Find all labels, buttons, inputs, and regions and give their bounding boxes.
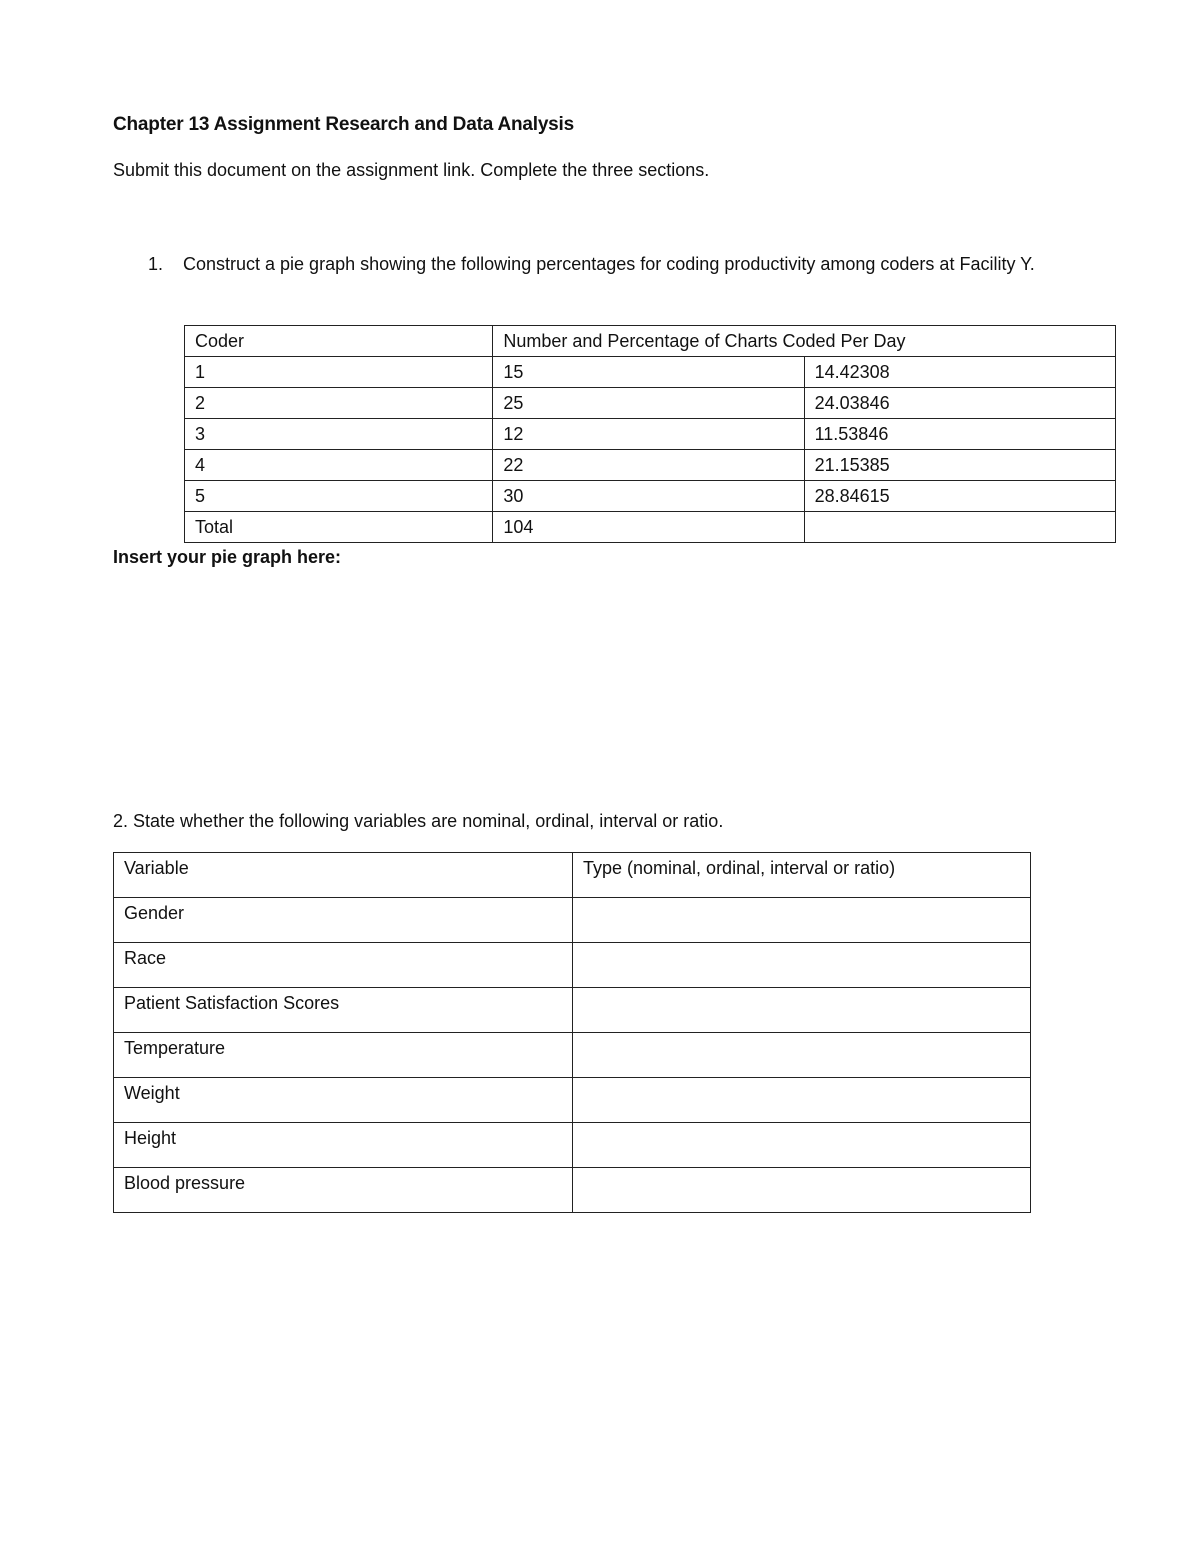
table-cell-empty[interactable] [804, 512, 1115, 543]
table-row [185, 450, 1116, 481]
header-cell-type: Type (nominal, ordinal, interval or ratio) [573, 853, 1031, 898]
table-row [185, 481, 1116, 512]
table-row [114, 1168, 1031, 1213]
table-cell: 21.15385 [804, 450, 1115, 481]
table-cell: 30 [493, 481, 804, 512]
table-cell: 3 [185, 419, 493, 450]
table-row [114, 1078, 1031, 1123]
table-row [114, 988, 1031, 1033]
header-cell-charts: Number and Percentage of Charts Coded Per Day [493, 326, 1116, 357]
table-cell: 5 [185, 481, 493, 512]
question-1 [148, 249, 1118, 279]
type-answer-cell[interactable] [573, 1123, 1031, 1168]
table-cell: 2 [185, 388, 493, 419]
type-answer-cell[interactable] [573, 898, 1031, 943]
variable-type-table [113, 852, 1031, 1213]
type-answer-cell[interactable] [573, 1078, 1031, 1123]
table-header-row [185, 326, 1116, 357]
type-answer-cell[interactable] [573, 1033, 1031, 1078]
variable-cell: Race [114, 943, 573, 988]
table-row [185, 419, 1116, 450]
table-row [185, 388, 1116, 419]
variable-cell: Gender [114, 898, 573, 943]
table-cell: 12 [493, 419, 804, 450]
header-cell-coder: Coder [185, 326, 493, 357]
table-cell: 22 [493, 450, 804, 481]
type-answer-cell[interactable] [573, 988, 1031, 1033]
table-row [114, 943, 1031, 988]
type-answer-cell[interactable] [573, 943, 1031, 988]
document-intro: Submit this document on the assignment link. Complete the three sections. [113, 160, 710, 180]
variable-cell: Height [114, 1123, 573, 1168]
header-cell-variable: Variable [114, 853, 573, 898]
table-cell: 14.42308 [804, 357, 1115, 388]
table-row [185, 357, 1116, 388]
table-cell: 104 [493, 512, 804, 543]
table-cell: Total [185, 512, 493, 543]
table-row [114, 1123, 1031, 1168]
table-cell: 25 [493, 388, 804, 419]
table-cell: 4 [185, 450, 493, 481]
coder-productivity-table [184, 325, 1116, 543]
table-header-row [114, 853, 1031, 898]
insert-pie-graph-label: Insert your pie graph here: [113, 547, 342, 567]
variable-cell: Weight [114, 1078, 573, 1123]
variable-cell: Temperature [114, 1033, 573, 1078]
type-answer-cell[interactable] [573, 1168, 1031, 1213]
question-1-number: 1. [148, 254, 164, 274]
table-total-row [185, 512, 1116, 543]
table-row [114, 1033, 1031, 1078]
variable-cell: Blood pressure [114, 1168, 573, 1213]
question-2-text: 2. State whether the following variables are nominal, ordinal, interval or ratio. [113, 811, 724, 831]
variable-cell: Patient Satisfaction Scores [114, 988, 573, 1033]
table-cell: 11.53846 [804, 419, 1115, 450]
question-1-text: Construct a pie graph showing the following percentages for coding productivity among coders at Facility Y. [183, 254, 1035, 274]
table-cell: 15 [493, 357, 804, 388]
table-cell: 1 [185, 357, 493, 388]
table-row [114, 898, 1031, 943]
table-cell: 24.03846 [804, 388, 1115, 419]
document-title: Chapter 13 Assignment Research and Data Analysis [113, 114, 574, 135]
table-cell: 28.84615 [804, 481, 1115, 512]
